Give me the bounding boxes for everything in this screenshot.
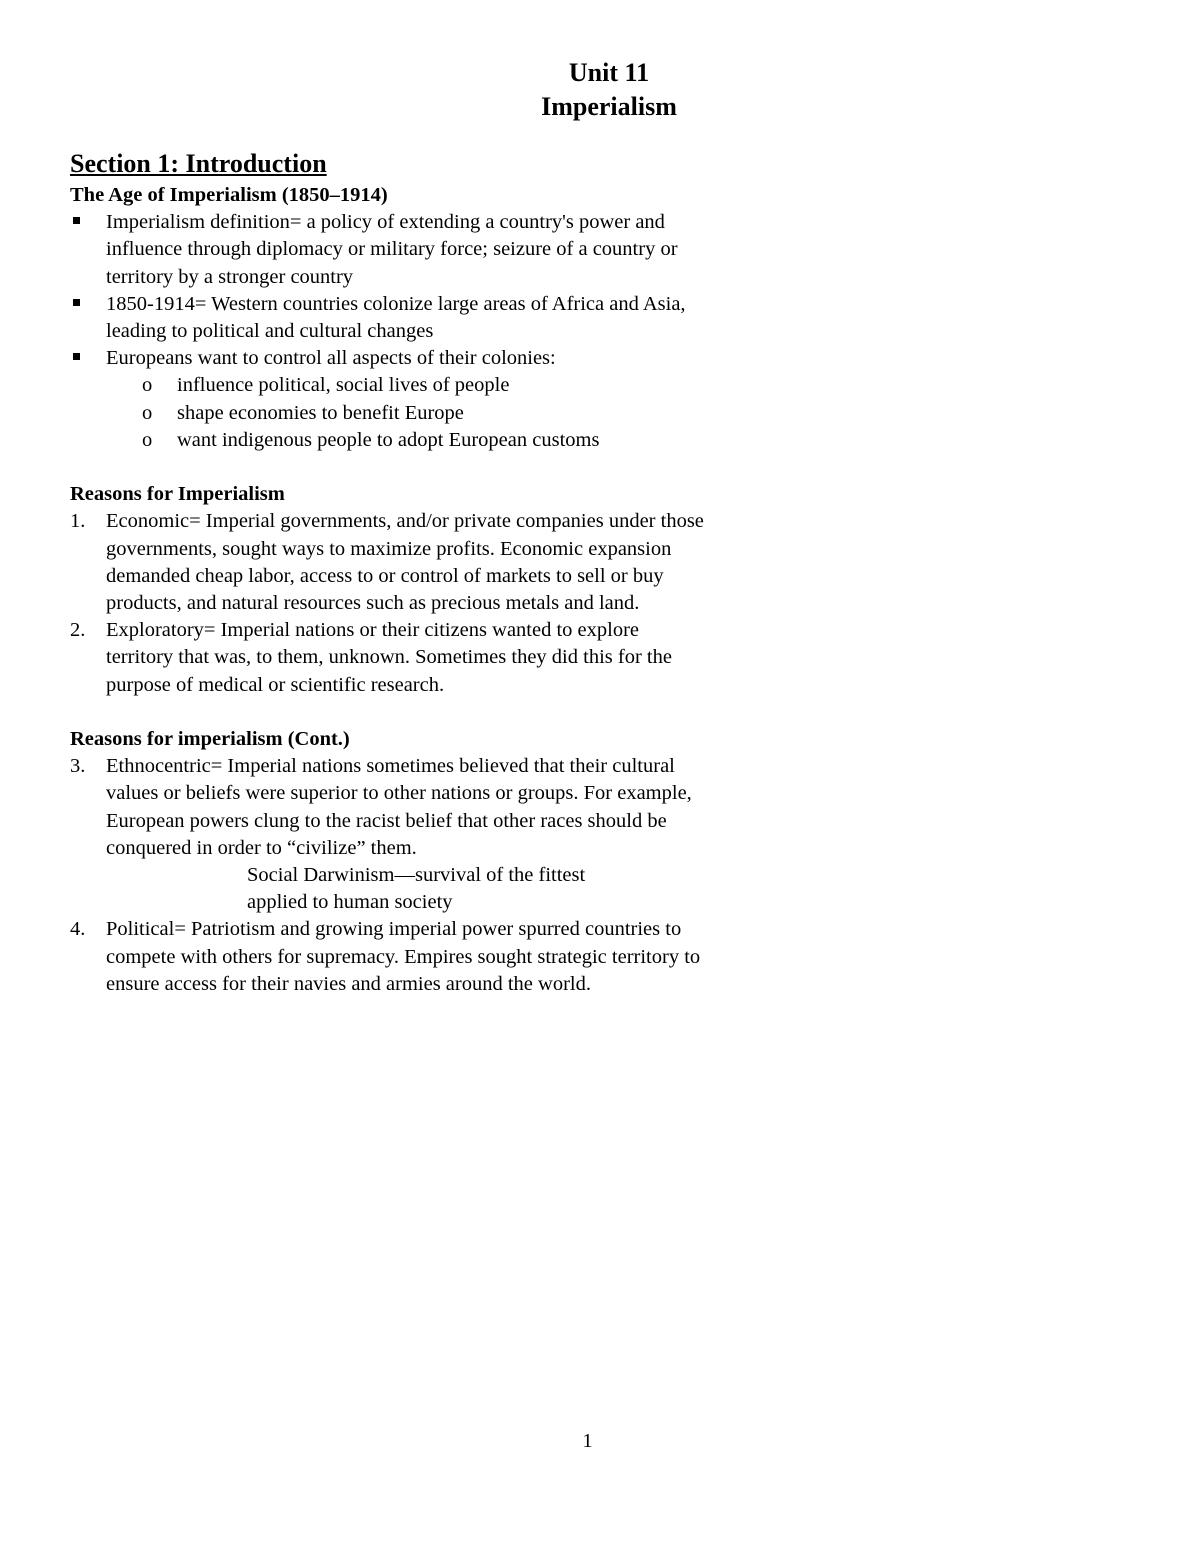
item-number: 2. xyxy=(70,619,86,642)
sub-bullet-item xyxy=(70,400,710,427)
bullet-text: Imperialism definition= a policy of extending a country's power and influence through diplomacy or military force; seizure of a country or territory by a stronger country xyxy=(106,211,678,288)
note-line: applied to human society xyxy=(247,891,453,914)
sub-bullet-text: influence political, social lives of people xyxy=(177,374,510,397)
item-number: 1. xyxy=(70,510,86,533)
social-darwinism-note xyxy=(70,862,710,916)
section-heading: Section 1: Introduction xyxy=(70,149,327,178)
sub-bullet-item xyxy=(70,372,710,399)
item-text: Economic= Imperial governments, and/or private companies under those governments, sought ways to maximize profits. Economic expansion demanded cheap labor, access to or control of markets to sell or buy products, and natural resources such as precious metals and land. xyxy=(106,510,704,615)
page-number: 1 xyxy=(582,1430,593,1452)
bullet-text: 1850-1914= Western countries colonize large areas of Africa and Asia, leading to political and cultural changes xyxy=(106,292,686,343)
document-title xyxy=(0,56,1200,124)
reasons-heading: Reasons for Imperialism xyxy=(70,483,285,506)
sub-bullet-list xyxy=(70,372,710,454)
bullet-item xyxy=(70,345,710,372)
square-bullet-icon xyxy=(70,209,106,236)
age-bullet-list xyxy=(70,209,710,372)
numbered-item xyxy=(70,617,710,699)
circle-bullet-icon: o xyxy=(142,374,153,397)
reasons-cont-list-2 xyxy=(70,916,710,998)
sub-bullet-text: want indigenous people to adopt European customs xyxy=(177,428,600,451)
item-text: Ethnocentric= Imperial nations sometimes believed that their cultural values or beliefs were superior to other nations or groups. For example, European powers clung to the racist belief that other races should be conquered in order to “civilize” them. xyxy=(106,755,692,859)
bullet-item xyxy=(70,291,710,345)
square-bullet-icon xyxy=(70,345,106,372)
item-number: 3. xyxy=(70,755,86,778)
item-number: 4. xyxy=(70,918,86,941)
circle-bullet-icon: o xyxy=(142,428,153,451)
numbered-item xyxy=(70,753,710,862)
age-of-imperialism-heading: The Age of Imperialism (1850–1914) xyxy=(70,184,388,206)
item-text: Exploratory= Imperial nations or their citizens wanted to explore territory that was, to them, unknown. Sometimes they did this for the purpose of medical or scientific research. xyxy=(106,619,672,696)
numbered-item xyxy=(70,916,710,998)
note-line: Social Darwinism—survival of the fittest xyxy=(247,864,586,887)
circle-bullet-icon: o xyxy=(142,401,153,424)
sub-bullet-text: shape economies to benefit Europe xyxy=(177,401,464,424)
document-body xyxy=(70,146,710,998)
bullet-text: Europeans want to control all aspects of their colonies: xyxy=(106,347,556,370)
square-bullet-icon xyxy=(70,291,106,318)
numbered-item xyxy=(70,508,710,617)
reasons-cont-heading: Reasons for imperialism (Cont.) xyxy=(70,728,350,751)
item-text: Political= Patriotism and growing imperial power spurred countries to compete with others for supremacy. Empires sought strategic territory to ensure access for their navies and armies around the world. xyxy=(106,918,701,995)
sub-bullet-item xyxy=(70,427,710,454)
unit-number: Unit 11 xyxy=(568,58,650,87)
reasons-cont-list xyxy=(70,753,710,862)
bullet-item xyxy=(70,209,710,291)
unit-topic: Imperialism xyxy=(541,92,677,121)
reasons-list xyxy=(70,508,710,698)
